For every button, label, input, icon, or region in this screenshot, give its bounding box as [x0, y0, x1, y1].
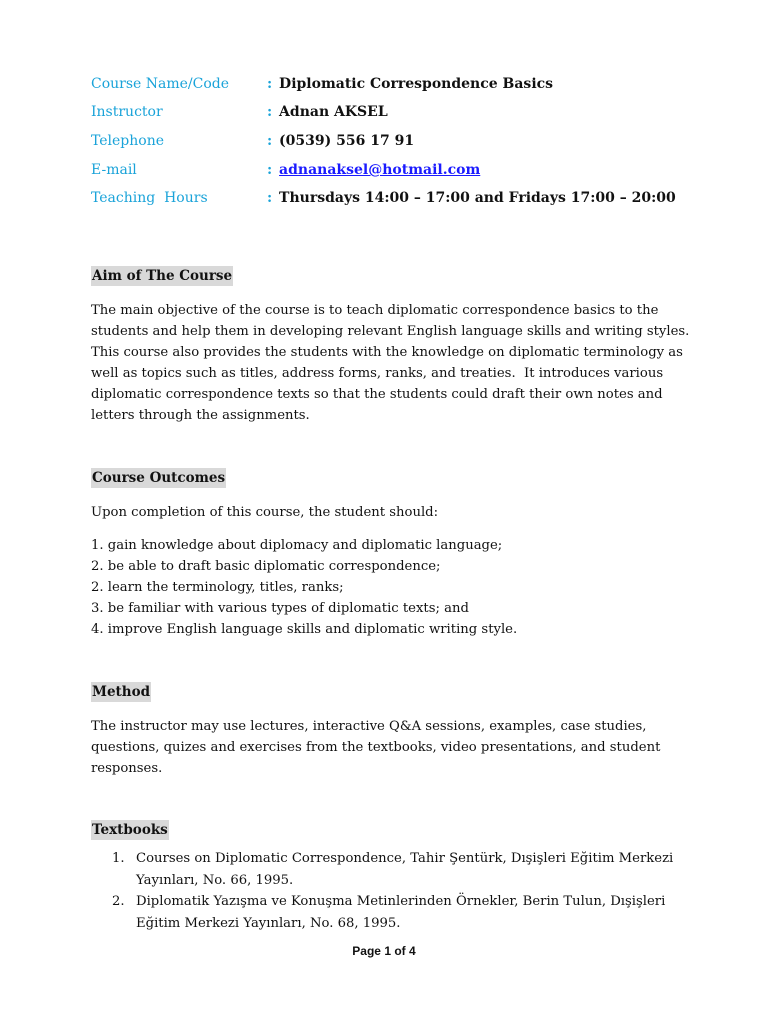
textbook-line: Courses on Diplomatic Correspondence, Tahir Şentürk, Dışişleri Eğitim Merkezi — [136, 851, 674, 866]
colon: : — [267, 133, 273, 149]
course-name-value — [267, 72, 553, 96]
aim-heading: Aim of The Course — [92, 268, 233, 284]
telephone-value — [267, 129, 414, 153]
page-footer — [0, 944, 768, 958]
colon: : — [267, 190, 273, 206]
outcome-item: 1. gain knowledge about diplomacy and diplomatic language; — [91, 538, 503, 553]
course-name-label: Course Name/Code — [91, 76, 230, 92]
aim-line: students and help them in developing relevant English language skills and writing styles. — [91, 324, 690, 339]
teaching-hours-row — [91, 186, 711, 210]
email-link[interactable]: adnanaksel@hotmail.com — [279, 162, 481, 178]
colon: : — [267, 76, 273, 92]
aim-line: letters through the assignments. — [91, 408, 310, 423]
outcome-item: 3. be familiar with various types of diplomatic texts; and — [91, 601, 469, 616]
email-label: E-mail — [91, 162, 137, 178]
textbook-number: 1. — [112, 851, 125, 866]
outcome-item: 2. learn the terminology, titles, ranks; — [91, 580, 344, 595]
page-total: 4 — [409, 944, 416, 958]
instructor-text: Adnan AKSEL — [279, 104, 388, 120]
aim-line: This course also provides the students with the knowledge on diplomatic terminology as — [91, 345, 683, 360]
outcomes-heading: Course Outcomes — [92, 470, 226, 486]
course-name-text: Diplomatic Correspondence Basics — [279, 76, 554, 92]
telephone-row — [91, 129, 711, 153]
outcome-item: 4. improve English language skills and diplomatic writing style. — [91, 622, 518, 637]
email-row — [91, 158, 711, 182]
telephone-text: (0539) 556 17 91 — [279, 133, 415, 149]
method-line: responses. — [91, 761, 163, 776]
textbook-line: Eğitim Merkezi Yayınları, No. 68, 1995. — [136, 915, 401, 931]
instructor-value — [267, 100, 388, 124]
course-name-row — [91, 72, 711, 96]
textbook-text — [136, 891, 666, 934]
instructor-label: Instructor — [91, 104, 163, 120]
method-line: questions, quizes and exercises from the textbooks, video presentations, and student — [91, 740, 661, 755]
page-of: of — [391, 944, 409, 958]
method-line: The instructor may use lectures, interactive Q&A sessions, examples, case studies, — [91, 719, 647, 734]
aim-line: diplomatic correspondence texts so that the students could draft their own notes and — [91, 387, 663, 402]
textbook-line: Diplomatik Yazışma ve Konuşma Metinlerinden Örnekler, Berin Tulun, Dışişleri — [136, 894, 666, 909]
textbook-text — [136, 848, 674, 891]
teaching-hours-label: Teaching Hours — [91, 190, 208, 206]
aim-line: The main objective of the course is to teach diplomatic correspondence basics to the — [91, 303, 659, 318]
outcomes-intro: Upon completion of this course, the student should: — [91, 505, 439, 520]
method-heading: Method — [92, 684, 151, 700]
textbooks-heading: Textbooks — [92, 822, 168, 838]
aim-line: well as topics such as titles, address forms, ranks, and treaties. It introduces various — [91, 366, 664, 381]
teaching-hours-value — [267, 186, 676, 210]
colon: : — [267, 162, 273, 178]
colon: : — [267, 104, 273, 120]
page-prefix: Page — [352, 944, 385, 958]
telephone-label: Telephone — [91, 133, 165, 149]
textbook-number: 2. — [112, 894, 125, 909]
instructor-row — [91, 100, 711, 124]
outcome-item: 2. be able to draft basic diplomatic correspondence; — [91, 559, 441, 574]
teaching-hours-text: Thursdays 14:00 – 17:00 and Fridays 17:00 – 20:00 — [279, 190, 676, 206]
email-value — [267, 158, 480, 182]
textbook-line: Yayınları, No. 66, 1995. — [136, 872, 294, 888]
page-current: 1 — [384, 944, 391, 958]
